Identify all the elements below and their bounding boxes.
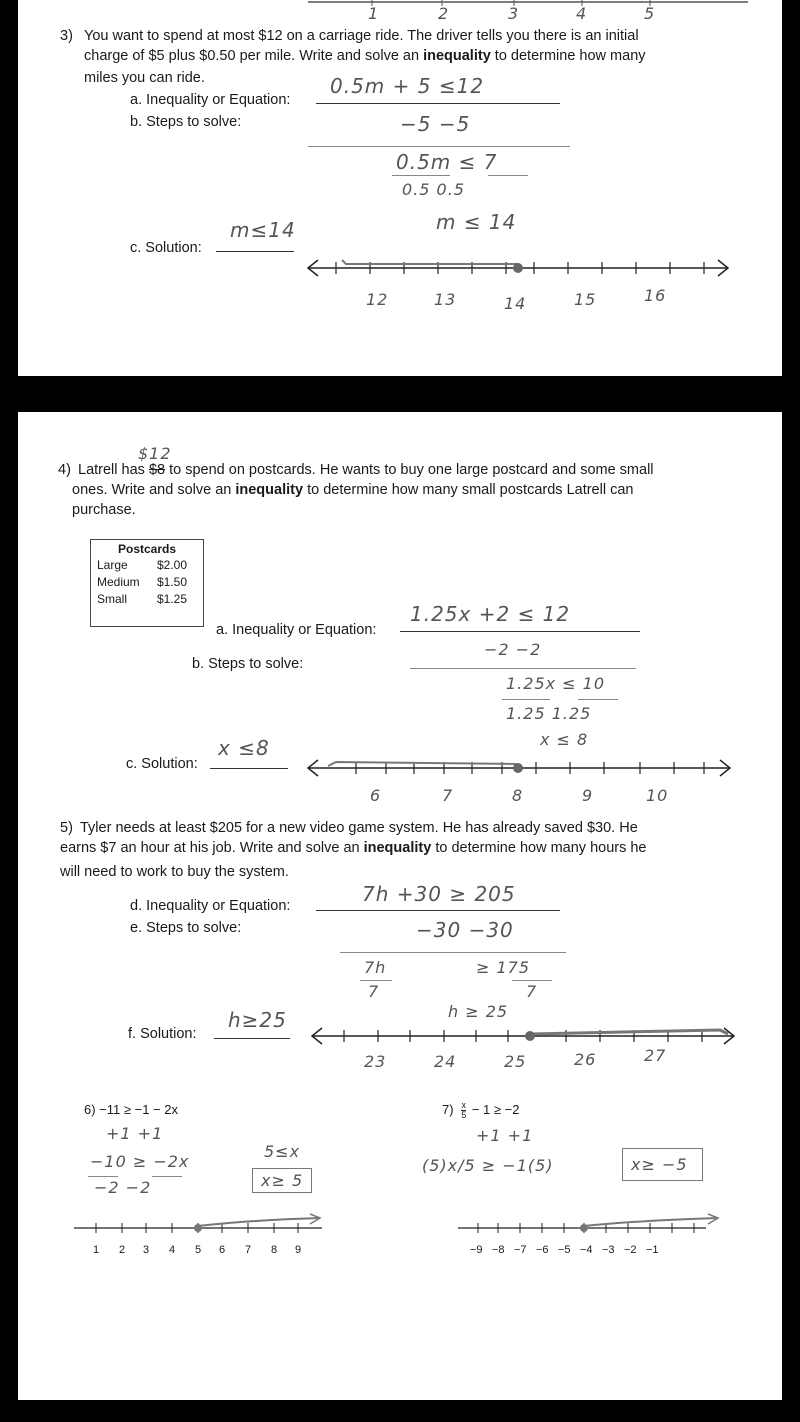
q7-numline-label-neg7: −7 <box>514 1244 527 1256</box>
q5-numline-label-26: 26 <box>574 1050 597 1069</box>
q3-numline-label-15: 15 <box>574 290 597 309</box>
q4-numline-label-8: 8 <box>512 786 524 805</box>
q5-hw-step-1: −30 −30 <box>416 918 514 942</box>
q4-hw-step-2-top: 1.25x ≤ 10 <box>506 674 606 693</box>
postcards-row-small-price: $1.25 <box>157 592 188 606</box>
q5-label-e: e. Steps to solve: <box>130 920 242 936</box>
q5-answer-line-d <box>316 910 560 911</box>
q3-pencil-divider <box>308 146 570 147</box>
q5-text-line-2 <box>60 838 647 858</box>
q3-hw-step-3: m ≤ 14 <box>436 210 517 234</box>
postcards-table <box>90 539 204 627</box>
q5-text-2c: to determine how many hours he <box>431 840 647 856</box>
q7-numline-label-neg3: −3 <box>602 1244 615 1256</box>
q6-numline-label-3: 3 <box>143 1244 150 1256</box>
q7-numline-label-neg8: −8 <box>492 1244 505 1256</box>
q5-label-f: f. Solution: <box>128 1026 197 1042</box>
q7-numline-label-neg1: −1 <box>646 1244 659 1256</box>
q6-numline-label-7: 7 <box>245 1244 252 1256</box>
q4-text-line-3: purchase. <box>72 502 136 518</box>
q7-number-line <box>456 1218 726 1238</box>
postcards-row-small-name: Small <box>97 592 128 606</box>
q6-numline-label-1: 1 <box>93 1244 100 1256</box>
q5-numline-label-25: 25 <box>504 1052 527 1071</box>
q3-number-line <box>306 256 736 280</box>
q5-text-line-3: will need to work to buy the system. <box>60 864 289 880</box>
q3-numline-label-13: 13 <box>434 290 457 309</box>
q4-hw-step-3: x ≤ 8 <box>540 730 589 749</box>
q4-label-c: c. Solution: <box>126 756 198 772</box>
q3-fraction-bar-right <box>488 175 528 176</box>
q3-label-c: c. Solution: <box>130 240 202 256</box>
q6-numline-label-2: 2 <box>119 1244 126 1256</box>
q4-numline-label-6: 6 <box>370 786 382 805</box>
top-tick-label-1: 1 <box>368 4 380 23</box>
q5-answer-line-f <box>214 1038 290 1039</box>
q3-answer-line-a <box>316 103 560 104</box>
q5-pencil-divider <box>340 952 566 953</box>
top-tick-label-4: 4 <box>576 4 588 23</box>
worksheet-page-2 <box>18 412 782 1400</box>
q4-hw-amount: $12 <box>138 444 172 463</box>
q6-hw-answer-box: x≥ 5 <box>252 1168 312 1193</box>
q4-fraction-bar-left <box>502 699 550 700</box>
q3-text-2c: to determine how many <box>490 48 646 64</box>
q6-fraction-bar-left <box>88 1176 118 1177</box>
q5-hw-step-2-left-bottom: 7 <box>368 982 380 1001</box>
q5-text-line-1: Tyler needs at least $205 for a new video game system. He has already saved $30. He <box>80 820 638 836</box>
q5-numline-label-24: 24 <box>434 1052 457 1071</box>
q7-numline-label-neg9: −9 <box>470 1244 483 1256</box>
q5-text-2a: earns $7 an hour at his job. Write and solve an <box>60 840 364 856</box>
q5-hw-step-2-right-bottom: 7 <box>526 982 538 1001</box>
q5-number: 5) <box>60 820 73 836</box>
q4-numline-label-9: 9 <box>582 786 594 805</box>
q4-text-2a: ones. Write and solve an <box>72 482 236 498</box>
q5-label-d: d. Inequality or Equation: <box>130 898 291 914</box>
postcards-row-large-name: Large <box>97 558 128 572</box>
q4-label-a: a. Inequality or Equation: <box>216 622 377 638</box>
q7-hw-step-2: (5)x/5 ≥ −1(5) <box>422 1156 554 1175</box>
q4-text-1c: to spend on postcards. He wants to buy one large postcard and some small <box>165 462 654 478</box>
q3-hw-step-2-top: 0.5m ≤ 7 <box>396 150 498 174</box>
q6-hw-step-2: −10 ≥ −2x <box>90 1152 190 1171</box>
q7-fraction-numerator: x <box>461 1100 466 1111</box>
q3-label-a: a. Inequality or Equation: <box>130 92 291 108</box>
postcards-row-medium-name: Medium <box>97 575 140 589</box>
q3-hw-step-2-bottom: 0.5 0.5 <box>402 180 465 199</box>
q4-number-line <box>306 756 736 780</box>
q3-hw-inequality: 0.5m + 5 ≤12 <box>330 74 485 98</box>
q4-hw-inequality: 1.25x +2 ≤ 12 <box>410 602 571 626</box>
q7-numline-label-neg6: −6 <box>536 1244 549 1256</box>
q3-hw-solution: m≤14 <box>230 218 296 242</box>
q6-problem: 6) −11 ≥ −1 − 2x <box>84 1102 178 1117</box>
q3-hw-step-1: −5 −5 <box>400 112 471 136</box>
top-tick-label-5: 5 <box>644 4 656 23</box>
q6-numline-label-8: 8 <box>271 1244 278 1256</box>
q7-fraction <box>461 1101 466 1120</box>
q4-text-line-2 <box>72 480 633 500</box>
q4-pencil-divider <box>410 668 636 669</box>
q4-crossed-amount: $8 <box>148 462 166 478</box>
q7-numline-label-neg2: −2 <box>624 1244 637 1256</box>
q6-number-line <box>72 1218 332 1238</box>
q4-numline-label-10: 10 <box>646 786 669 805</box>
q4-text-line-1 <box>78 460 654 480</box>
q4-answer-line-a <box>400 631 640 632</box>
q7-numline-label-neg5: −5 <box>558 1244 571 1256</box>
q5-hw-solution: h≥25 <box>228 1008 287 1032</box>
q4-number: 4) <box>58 462 71 478</box>
q7-numline-label-neg4: −4 <box>580 1244 593 1256</box>
q5-hw-inequality: 7h +30 ≥ 205 <box>362 882 516 906</box>
q4-numline-label-7: 7 <box>442 786 454 805</box>
q5-fraction-bar-right <box>512 980 552 981</box>
q5-number-line <box>310 1024 740 1048</box>
q6-hw-step-2-bottom: −2 −2 <box>94 1178 152 1197</box>
q4-label-b: b. Steps to solve: <box>192 656 304 672</box>
q3-answer-line-c <box>216 251 294 252</box>
q4-answer-line-c <box>210 768 288 769</box>
q4-hw-step-2-bottom: 1.25 1.25 <box>506 704 592 723</box>
q5-numline-label-27: 27 <box>644 1046 667 1065</box>
q3-inequality-bold: inequality <box>423 48 491 64</box>
q3-numline-label-14: 14 <box>504 294 527 313</box>
q3-label-b: b. Steps to solve: <box>130 114 242 130</box>
q7-problem-number: 7) <box>442 1102 454 1117</box>
q4-fraction-bar-right <box>578 699 618 700</box>
q6-hw-step-1: +1 +1 <box>106 1124 164 1143</box>
q5-hw-step-3: h ≥ 25 <box>448 1002 509 1021</box>
q4-text-1a: Latrell has <box>78 462 149 478</box>
postcards-row-medium-price: $1.50 <box>157 575 188 589</box>
q4-hw-step-1: −2 −2 <box>484 640 542 659</box>
q7-hw-answer-box: x≥ −5 <box>622 1148 703 1181</box>
q6-hw-answer-top: 5≤x <box>264 1142 301 1161</box>
top-tick-label-3: 3 <box>508 4 520 23</box>
q3-number: 3) <box>60 28 73 44</box>
q5-numline-label-23: 23 <box>364 1052 387 1071</box>
q6-numline-label-5: 5 <box>195 1244 202 1256</box>
q6-numline-label-6: 6 <box>219 1244 226 1256</box>
q7-hw-step-1: +1 +1 <box>476 1126 534 1145</box>
q3-numline-label-12: 12 <box>366 290 389 309</box>
postcards-row-large-price: $2.00 <box>157 558 188 572</box>
q5-hw-step-2-right: ≥ 175 <box>476 958 531 977</box>
q3-numline-label-16: 16 <box>644 286 667 305</box>
worksheet-page-1 <box>18 0 782 376</box>
q6-fraction-bar-right <box>152 1176 182 1177</box>
q3-text-line-3: miles you can ride. <box>84 70 205 86</box>
q5-hw-step-2-left: 7h <box>364 958 387 977</box>
q4-text-2c: to determine how many small postcards Latrell can <box>303 482 634 498</box>
q7-fraction-denominator: 5 <box>461 1110 467 1121</box>
q6-numline-label-9: 9 <box>295 1244 302 1256</box>
q3-text-line-1: You want to spend at most $12 on a carriage ride. The driver tells you there is an initial <box>84 28 639 44</box>
q7-problem <box>442 1100 519 1120</box>
q6-numline-label-4: 4 <box>169 1244 176 1256</box>
q3-text-2a: charge of $5 plus $0.50 per mile. Write and solve an <box>84 48 424 64</box>
q5-fraction-bar-left <box>360 980 392 981</box>
q3-text-line-2 <box>84 46 646 66</box>
q3-fraction-bar-left <box>392 175 450 176</box>
q4-inequality-bold: inequality <box>235 482 304 498</box>
q4-hw-solution: x ≤8 <box>218 736 270 760</box>
q7-problem-rest: − 1 ≥ −2 <box>471 1102 520 1117</box>
postcards-table-title: Postcards <box>117 542 177 556</box>
q5-inequality-bold: inequality <box>363 840 432 856</box>
top-tick-label-2: 2 <box>438 4 450 23</box>
